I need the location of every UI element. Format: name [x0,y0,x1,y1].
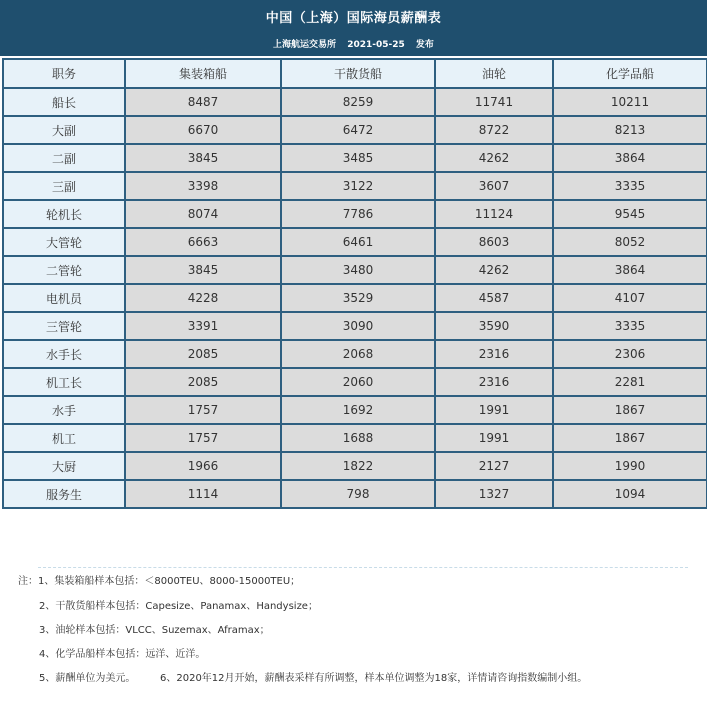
salary-cell: 1966 [125,452,281,480]
salary-cell: 1822 [281,452,435,480]
salary-cell: 1094 [553,480,707,508]
position-cell: 电机员 [3,284,125,312]
salary-cell: 2127 [435,452,553,480]
salary-cell: 1757 [125,424,281,452]
salary-cell: 2316 [435,340,553,368]
salary-cell: 4262 [435,144,553,172]
salary-cell: 1867 [553,396,707,424]
salary-cell: 798 [281,480,435,508]
salary-cell: 7786 [281,200,435,228]
table-row [3,480,707,508]
salary-cell: 11741 [435,88,553,116]
salary-cell: 1991 [435,424,553,452]
salary-cell: 11124 [435,200,553,228]
table-row [3,368,707,396]
position-cell: 大厨 [3,452,125,480]
salary-cell: 3485 [281,144,435,172]
salary-cell: 6472 [281,116,435,144]
table-header-banner [0,0,707,56]
position-cell: 三管轮 [3,312,125,340]
note-line: 4、化学品船样本包括：远洋、近洋。 [39,649,206,660]
salary-cell: 1327 [435,480,553,508]
salary-cell: 3845 [125,256,281,284]
table-row [3,228,707,256]
salary-cell: 2068 [281,340,435,368]
table-row [3,256,707,284]
salary-cell: 6670 [125,116,281,144]
column-header: 集装箱船 [125,59,281,88]
table-row [3,200,707,228]
salary-cell: 3529 [281,284,435,312]
position-cell: 水手长 [3,340,125,368]
position-cell: 机工长 [3,368,125,396]
salary-cell: 3590 [435,312,553,340]
salary-cell: 2085 [125,368,281,396]
table-row [3,116,707,144]
salary-cell: 1867 [553,424,707,452]
salary-cell: 8074 [125,200,281,228]
table-row [3,424,707,452]
position-cell: 大管轮 [3,228,125,256]
salary-cell: 10211 [553,88,707,116]
column-header: 化学品船 [553,59,707,88]
salary-cell: 8603 [435,228,553,256]
salary-cell: 3864 [553,256,707,284]
publish-date: 2021-05-25 [347,40,405,50]
salary-cell: 8722 [435,116,553,144]
column-header: 干散货船 [281,59,435,88]
salary-cell: 8487 [125,88,281,116]
salary-cell: 4262 [435,256,553,284]
column-header: 油轮 [435,59,553,88]
position-cell: 二管轮 [3,256,125,284]
position-cell: 服务生 [3,480,125,508]
salary-cell: 3845 [125,144,281,172]
publish-label: 发布 [415,40,434,50]
salary-cell: 2085 [125,340,281,368]
salary-cell: 9545 [553,200,707,228]
salary-cell: 1692 [281,396,435,424]
salary-cell: 2306 [553,340,707,368]
salary-cell: 4107 [553,284,707,312]
salary-cell: 8259 [281,88,435,116]
table-row [3,340,707,368]
position-cell: 机工 [3,424,125,452]
salary-cell: 2060 [281,368,435,396]
salary-cell: 3335 [553,172,707,200]
salary-cell: 2316 [435,368,553,396]
position-cell: 轮机长 [3,200,125,228]
salary-cell: 3398 [125,172,281,200]
note-line: 2、干散货船样本包括：Capesize、Panamax、Handysize； [39,601,318,612]
table-row [3,172,707,200]
salary-cell: 1688 [281,424,435,452]
salary-cell: 4228 [125,284,281,312]
note-line: 5、薪酬单位为美元。 [39,673,136,684]
table-row [3,88,707,116]
table-row [3,284,707,312]
salary-cell: 8213 [553,116,707,144]
salary-cell: 2281 [553,368,707,396]
table-row [3,452,707,480]
salary-cell: 3335 [553,312,707,340]
salary-cell: 1991 [435,396,553,424]
note-line: 6、2020年12月开始，薪酬表采样有所调整，样本单位调整为18家，详情请咨询指数编制小组。 [160,673,588,684]
position-cell: 二副 [3,144,125,172]
salary-cell: 1990 [553,452,707,480]
salary-cell: 3391 [125,312,281,340]
publisher: 上海航运交易所 [273,40,337,50]
table-row [3,144,707,172]
divider [38,567,688,568]
column-header: 职务 [3,59,125,88]
page-title: 中国（上海）国际海员薪酬表 [265,11,442,26]
salary-cell: 3090 [281,312,435,340]
note-line: 注：1、集装箱船样本包括：＜8000TEU、8000-15000TEU； [18,576,301,587]
salary-cell: 3864 [553,144,707,172]
salary-cell: 3607 [435,172,553,200]
salary-cell: 6663 [125,228,281,256]
salary-table [2,58,707,509]
salary-cell: 8052 [553,228,707,256]
table-header-row [3,59,707,88]
table-row [3,312,707,340]
salary-cell: 3480 [281,256,435,284]
salary-cell: 1757 [125,396,281,424]
position-cell: 船长 [3,88,125,116]
salary-cell: 4587 [435,284,553,312]
publish-info [0,37,707,50]
salary-cell: 1114 [125,480,281,508]
position-cell: 三副 [3,172,125,200]
table-row [3,396,707,424]
note-line: 3、油轮样本包括：VLCC、Suzemax、Aframax； [39,625,270,636]
salary-cell: 3122 [281,172,435,200]
salary-cell: 6461 [281,228,435,256]
position-cell: 大副 [3,116,125,144]
position-cell: 水手 [3,396,125,424]
